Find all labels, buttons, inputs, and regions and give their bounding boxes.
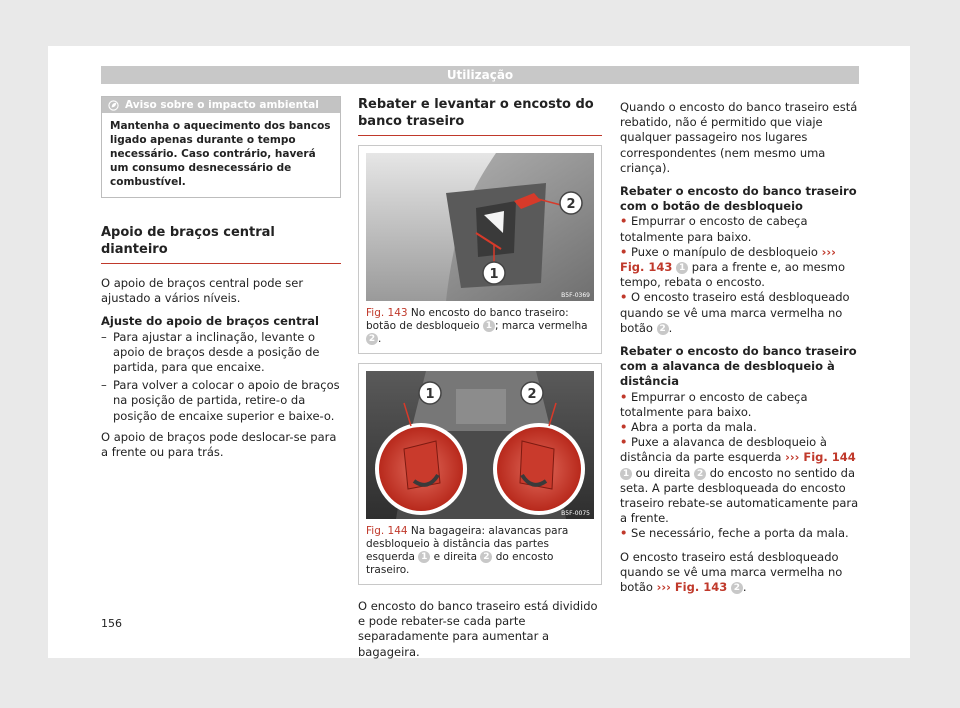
page-number: 156 — [101, 617, 122, 630]
trunk-levers-illustration — [366, 371, 594, 519]
lever-procedure-title: Rebater o encosto do banco traseiro com a alavanca de desbloqueio à distância — [620, 344, 857, 389]
environment-notice — [101, 96, 341, 198]
callout-badge: 1 — [676, 262, 688, 274]
callout-badge: 1 — [483, 320, 495, 332]
column-middle — [358, 96, 602, 668]
armrest-adjust-title: Ajuste do apoio de braços central — [101, 314, 319, 329]
list-item: • Empurrar o encosto de cabeça totalmente para baixo. — [620, 214, 808, 244]
column-right — [620, 100, 860, 603]
figure-143-caption: Fig. 143 No encosto do banco traseiro: botão de desbloqueio 1 ; marca vermelha 2 . — [366, 307, 588, 345]
callout-badge: 1 — [620, 468, 632, 480]
armrest-intro: O apoio de braços central pode ser ajustado a vários níveis. — [101, 276, 304, 306]
callout-badge: 2 — [657, 323, 669, 335]
list-item: – Para ajustar a inclinação, levante o apoio de braços desde a posição de partida, para que encaixe. — [101, 329, 320, 375]
svg-text:1: 1 — [489, 267, 499, 282]
figure-code: B5F-0369 — [561, 292, 590, 299]
callout-badge: 1 — [418, 551, 430, 563]
figure-link[interactable]: ››› Fig. 143 — [656, 580, 728, 595]
callout-badge: 2 — [480, 551, 492, 563]
armrest-outro: O apoio de braços pode deslocar-se para a frente ou para trás. — [101, 429, 337, 460]
list-item: • Abra a porta da mala. — [620, 420, 757, 435]
seat-section-title: Rebater e levantar o encosto do banco traseiro — [358, 96, 602, 136]
callout-badge: 2 — [731, 582, 743, 594]
passenger-warning: Quando o encosto do banco traseiro está rebatido, não é permitido que viaje qualquer passageiro nos lugares correspondentes (nem mesmo uma criança). — [620, 100, 858, 175]
list-item: • Empurrar o encosto de cabeça totalmente para baixo. — [620, 389, 808, 419]
svg-text:1: 1 — [425, 387, 435, 402]
svg-text:2: 2 — [566, 197, 576, 212]
button-procedure-title: Rebater o encosto do banco traseiro com o botão de desbloqueio — [620, 184, 857, 214]
seat-outro: O encosto do banco traseiro está dividido e pode rebater-se cada parte separadamente para aumentar a bagageira. — [358, 599, 598, 659]
list-item: • Se necessário, feche a porta da mala. — [620, 526, 849, 541]
leaf-icon — [108, 100, 119, 111]
figure-143 — [358, 145, 602, 354]
figure-144-caption: Fig. 144 Na bagageira: alavancas para desbloqueio à distância das partes esquerda 1 e direita 2 do encosto traseiro. — [366, 525, 569, 576]
figure-link[interactable]: ››› Fig. 143 — [620, 244, 836, 275]
list-item: • Puxe o manípulo de desbloqueio ››› Fig. 143 1 para a frente e, ao mesmo tempo, rebata o encosto. — [620, 244, 845, 290]
armrest-section-title: Apoio de braços central dianteiro — [101, 224, 341, 264]
svg-text:2: 2 — [527, 387, 537, 402]
list-item: – Para volver a colocar o apoio de braços na posição de partida, retire-o da posição de encaixe superior e baixe-o. — [101, 378, 340, 423]
figure-link[interactable]: ››› Fig. 144 — [785, 450, 856, 465]
running-header: Utilização — [101, 66, 859, 84]
callout-badge: 2 — [694, 468, 706, 480]
col3-outro: O encosto traseiro está desbloqueado quando se vê uma marca vermelha no botão ››› Fig. 143 2 . — [620, 549, 843, 595]
figure-144 — [358, 363, 602, 585]
callout-badge: 2 — [366, 333, 378, 345]
seat-button-illustration — [366, 153, 594, 301]
list-item: • O encosto traseiro está desbloqueado quando se vê uma marca vermelha no botão 2 . — [620, 290, 850, 335]
notice-header — [102, 97, 340, 113]
notice-title: Aviso sobre o impacto ambiental — [125, 99, 319, 111]
column-left — [101, 96, 341, 468]
figure-code: B5F-0075 — [561, 510, 590, 517]
list-item: • Puxe a alavanca de desbloqueio à distância da parte esquerda ››› Fig. 144 1 ou direita 2 do encosto no sentido da seta. A parte desbloqueada do encosto traseiro rebate-se automaticamente para a frente. — [620, 435, 859, 526]
notice-body: Mantenha o aquecimento dos bancos ligado apenas durante o tempo necessário. Caso contrário, haverá um consumo desnecessário de combustível. — [110, 120, 331, 188]
